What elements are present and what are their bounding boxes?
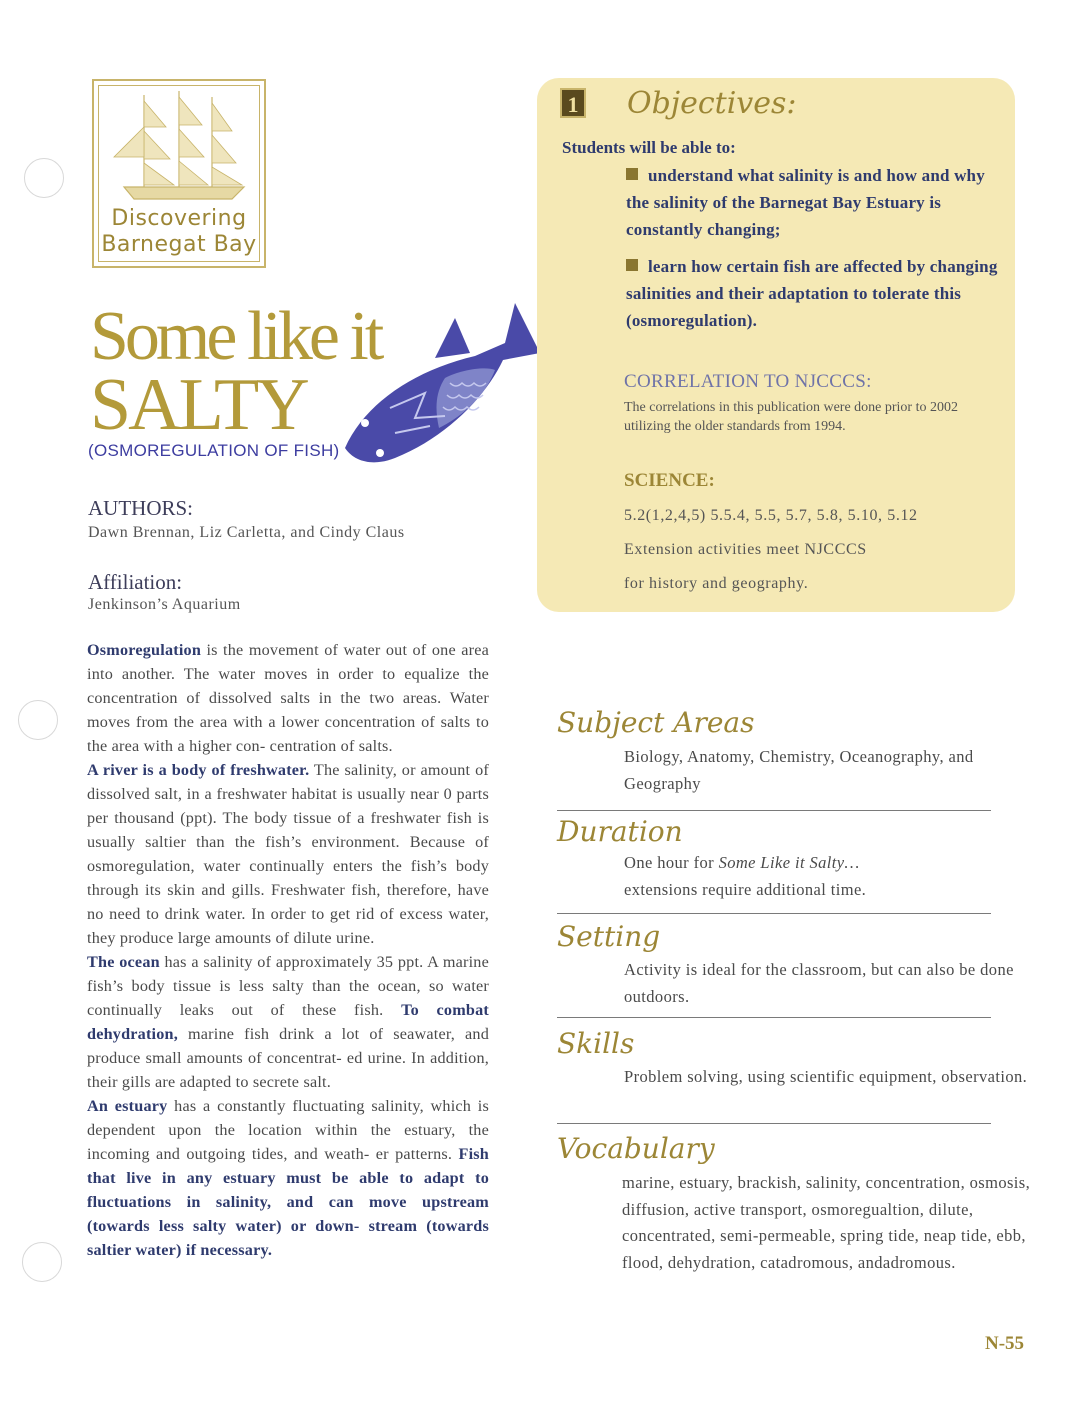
title-line-1: Some like it bbox=[90, 298, 381, 375]
divider bbox=[557, 1017, 991, 1018]
paragraph-osmoregulation: is the movement of water out of one area into another. The water moves in order to equalize the concentration of dissolved salts in the two areas. Water moves from the area with a lower concentration of salts to the area with a higher con- centration of salts. bbox=[87, 641, 489, 755]
estuary-term: An estuary bbox=[87, 1097, 168, 1115]
paragraph-river: The salinity, or amount of dissolved salt, in a freshwater habitat is usually near 0 parts per thousand (ppt). The body tissue of a freshwater fish is usually saltier than the fish’s environment. Because of osmoregulation, water continually enters the fish’s body through its skin and gills. Freshwater fish, therefore, have no need to drink water. In order to get rid of excess water, they produce large amounts of dilute urine. bbox=[87, 761, 489, 947]
punch-hole bbox=[24, 158, 64, 198]
subtitle: (OSMOREGULATION OF FISH) bbox=[88, 441, 340, 460]
correlation-heading: CORRELATION TO NJCCCS: bbox=[624, 371, 872, 392]
bullet-square-icon bbox=[626, 259, 638, 271]
logo-line-2: Barnegat Bay bbox=[101, 232, 257, 257]
skills-text: Problem solving, using scientific equipment, observation. bbox=[624, 1067, 1028, 1086]
authors-heading: AUTHORS: bbox=[88, 496, 194, 520]
vocabulary-heading: Vocabulary bbox=[557, 1132, 715, 1165]
punch-hole bbox=[18, 700, 58, 740]
discovering-barnegat-bay-logo bbox=[92, 79, 266, 268]
objectives-panel bbox=[537, 78, 1015, 612]
bullet-square-icon bbox=[626, 168, 638, 180]
skills-heading: Skills bbox=[557, 1027, 635, 1060]
setting-text: Activity is ideal for the classroom, but can also be done outdoors. bbox=[624, 960, 1014, 1006]
page-number: N-55 bbox=[985, 1333, 1025, 1354]
logo-line-1: Discovering bbox=[111, 206, 247, 231]
subject-areas-heading: Subject Areas bbox=[557, 706, 755, 739]
science-extension-cont: for history and geography. bbox=[624, 575, 809, 592]
subject-areas-text: Biology, Anatomy, Chemistry, Oceanography, and Geography bbox=[624, 747, 974, 793]
paragraph-ocean: has a salinity of approximately 35 ppt. A marine fish’s body tissue is less salty than the ocean, so water continually leaks out of these fish. bbox=[87, 953, 489, 1019]
paragraph-estuary: has a constantly fluctuating salinity, which is dependent upon the location within the estuary, the incoming and outgoing tides, and weath- er patterns. bbox=[87, 1097, 489, 1163]
divider bbox=[557, 810, 991, 811]
objectives-title: Objectives: bbox=[627, 86, 797, 121]
sailing-ship-icon bbox=[104, 87, 254, 207]
setting-heading: Setting bbox=[557, 920, 661, 953]
divider bbox=[557, 913, 991, 914]
science-heading: SCIENCE: bbox=[624, 470, 715, 491]
duration-text: One hour for Some Like it Salty… extensions require additional time. bbox=[624, 853, 867, 899]
divider bbox=[557, 1123, 991, 1124]
body-text bbox=[87, 638, 489, 1262]
affiliation-heading: Affiliation: bbox=[88, 570, 183, 594]
correlation-text: The correlations in this publication were done prior to 2002 utilizing the older standards from 1994. bbox=[624, 400, 958, 434]
vocabulary-text: marine, estuary, brackish, salinity, concentration, osmosis, diffusion, active transport, osmoregualtion, dilute, concentrated, semi-permeable, spring tide, neap tide, ebb, flood, dehydration, catadromous, andadromous. bbox=[622, 1173, 1031, 1272]
authors-names: Dawn Brennan, Liz Carletta, and Cindy Claus bbox=[88, 524, 405, 541]
objective-item: understand what salinity is and how and why the salinity of the Barnegat Bay Estuary is constantly changing; bbox=[626, 166, 985, 239]
section-number-badge: 1 bbox=[560, 88, 586, 118]
objectives-intro: Students will be able to: bbox=[562, 138, 736, 157]
ocean-term: The ocean bbox=[87, 953, 160, 971]
title-line-2: SALTY bbox=[90, 364, 307, 446]
river-heading: A river is a body of freshwater. bbox=[87, 761, 310, 779]
duration-heading: Duration bbox=[557, 815, 683, 848]
affiliation-name: Jenkinson’s Aquarium bbox=[88, 596, 241, 613]
dehydration-term: To combat dehydration, bbox=[87, 1001, 489, 1043]
paragraph-ocean-cont: marine fish drink a lot of seawater, and produce small amounts of concentrat- ed urine. In addition, their gills are adapted to secrete salt. bbox=[87, 1025, 489, 1091]
objective-item: learn how certain fish are affected by changing salinities and their adaptation to tolerate this (osmoregulation). bbox=[626, 257, 998, 330]
fish-illustration-icon bbox=[335, 298, 545, 473]
science-extension: Extension activities meet NJCCCS bbox=[624, 541, 867, 558]
punch-hole bbox=[22, 1242, 62, 1282]
estuary-conclusion: Fish that live in any estuary must be able to adapt to fluctuations in salinity, and can move upstream (towards less salty water) or down- stream (towards saltier water) if necessary. bbox=[87, 1145, 489, 1259]
osmoregulation-term: Osmoregulation bbox=[87, 641, 202, 659]
science-standards: 5.2(1,2,4,5) 5.5.4, 5.5, 5.7, 5.8, 5.10, 5.12 bbox=[624, 507, 918, 524]
